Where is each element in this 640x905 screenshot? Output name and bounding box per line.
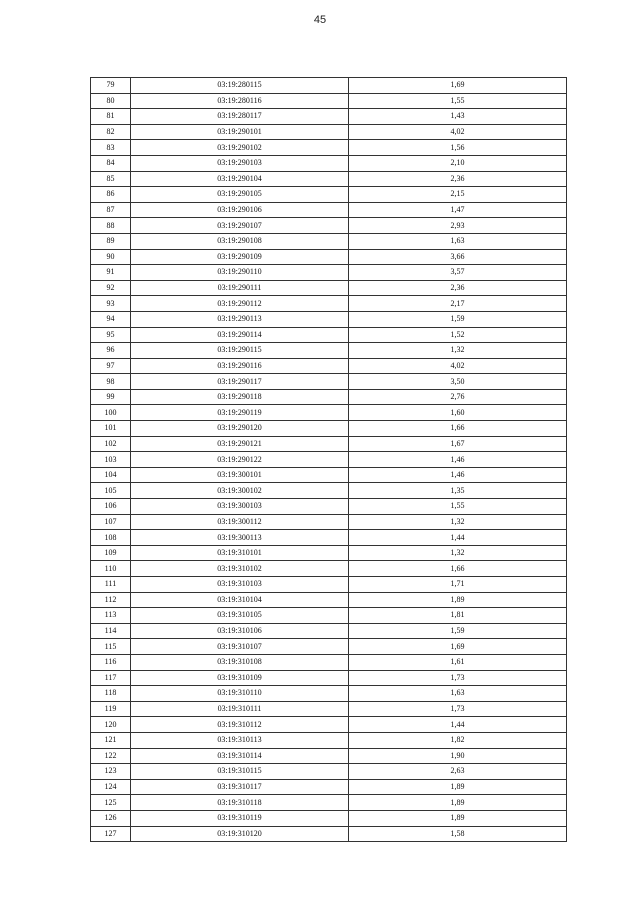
value-cell: 2,36 [349, 280, 567, 296]
row-number-cell: 120 [91, 717, 131, 733]
value-cell: 1,58 [349, 826, 567, 842]
value-cell: 1,89 [349, 795, 567, 811]
cadastral-number-cell: 03:19:280115 [131, 78, 349, 94]
cadastral-number-cell: 03:19:290111 [131, 280, 349, 296]
table-row [91, 483, 567, 499]
row-number-cell: 118 [91, 686, 131, 702]
value-cell: 2,17 [349, 296, 567, 312]
table-row [91, 296, 567, 312]
value-cell: 2,15 [349, 187, 567, 203]
row-number-cell: 93 [91, 296, 131, 312]
value-cell: 1,44 [349, 530, 567, 546]
row-number-cell: 107 [91, 514, 131, 530]
cadastral-number-cell: 03:19:310107 [131, 639, 349, 655]
cadastral-number-cell: 03:19:300103 [131, 499, 349, 515]
table-row [91, 530, 567, 546]
value-cell: 1,60 [349, 405, 567, 421]
value-cell: 3,66 [349, 249, 567, 265]
cadastral-number-cell: 03:19:310102 [131, 561, 349, 577]
cadastral-number-cell: 03:19:310112 [131, 717, 349, 733]
data-table [90, 77, 567, 842]
table-row [91, 280, 567, 296]
table-row [91, 467, 567, 483]
value-cell: 2,93 [349, 218, 567, 234]
row-number-cell: 88 [91, 218, 131, 234]
table-body [91, 78, 567, 842]
value-cell: 1,89 [349, 592, 567, 608]
table-row [91, 389, 567, 405]
row-number-cell: 127 [91, 826, 131, 842]
row-number-cell: 105 [91, 483, 131, 499]
table-row [91, 405, 567, 421]
cadastral-number-cell: 03:19:310114 [131, 748, 349, 764]
value-cell: 1,59 [349, 311, 567, 327]
row-number-cell: 123 [91, 764, 131, 780]
cadastral-number-cell: 03:19:280117 [131, 109, 349, 125]
table-row [91, 748, 567, 764]
table-row [91, 218, 567, 234]
cadastral-number-cell: 03:19:290107 [131, 218, 349, 234]
table-row [91, 124, 567, 140]
table-row [91, 732, 567, 748]
row-number-cell: 96 [91, 343, 131, 359]
table-row [91, 561, 567, 577]
cadastral-number-cell: 03:19:310119 [131, 810, 349, 826]
table-row [91, 545, 567, 561]
table-row [91, 155, 567, 171]
cadastral-number-cell: 03:19:290105 [131, 187, 349, 203]
value-cell: 1,55 [349, 93, 567, 109]
value-cell: 1,46 [349, 452, 567, 468]
table-row [91, 826, 567, 842]
row-number-cell: 111 [91, 577, 131, 593]
value-cell: 1,73 [349, 670, 567, 686]
cadastral-number-cell: 03:19:290103 [131, 155, 349, 171]
table-row [91, 109, 567, 125]
cadastral-number-cell: 03:19:290115 [131, 343, 349, 359]
cadastral-number-cell: 03:19:290114 [131, 327, 349, 343]
cadastral-number-cell: 03:19:310117 [131, 779, 349, 795]
value-cell: 1,73 [349, 701, 567, 717]
row-number-cell: 95 [91, 327, 131, 343]
value-cell: 1,46 [349, 467, 567, 483]
cadastral-number-cell: 03:19:310113 [131, 732, 349, 748]
value-cell: 1,55 [349, 499, 567, 515]
value-cell: 4,02 [349, 358, 567, 374]
table-row [91, 265, 567, 281]
value-cell: 1,32 [349, 343, 567, 359]
value-cell: 1,47 [349, 202, 567, 218]
row-number-cell: 115 [91, 639, 131, 655]
table-row [91, 499, 567, 515]
table-row [91, 171, 567, 187]
cadastral-number-cell: 03:19:310108 [131, 654, 349, 670]
value-cell: 1,81 [349, 608, 567, 624]
row-number-cell: 112 [91, 592, 131, 608]
row-number-cell: 80 [91, 93, 131, 109]
value-cell: 1,69 [349, 639, 567, 655]
value-cell: 1,66 [349, 561, 567, 577]
cadastral-number-cell: 03:19:290113 [131, 311, 349, 327]
value-cell: 2,76 [349, 389, 567, 405]
row-number-cell: 94 [91, 311, 131, 327]
row-number-cell: 99 [91, 389, 131, 405]
cadastral-number-cell: 03:19:290121 [131, 436, 349, 452]
value-cell: 3,50 [349, 374, 567, 390]
cadastral-number-cell: 03:19:290117 [131, 374, 349, 390]
row-number-cell: 114 [91, 623, 131, 639]
table-row [91, 140, 567, 156]
row-number-cell: 104 [91, 467, 131, 483]
cadastral-number-cell: 03:19:300101 [131, 467, 349, 483]
row-number-cell: 84 [91, 155, 131, 171]
table-row [91, 810, 567, 826]
row-number-cell: 109 [91, 545, 131, 561]
cadastral-number-cell: 03:19:310106 [131, 623, 349, 639]
row-number-cell: 108 [91, 530, 131, 546]
row-number-cell: 81 [91, 109, 131, 125]
row-number-cell: 100 [91, 405, 131, 421]
cadastral-number-cell: 03:19:310118 [131, 795, 349, 811]
cadastral-number-cell: 03:19:290109 [131, 249, 349, 265]
value-cell: 1,61 [349, 654, 567, 670]
row-number-cell: 86 [91, 187, 131, 203]
table-row [91, 249, 567, 265]
row-number-cell: 90 [91, 249, 131, 265]
cadastral-number-cell: 03:19:310111 [131, 701, 349, 717]
row-number-cell: 126 [91, 810, 131, 826]
cadastral-number-cell: 03:19:300113 [131, 530, 349, 546]
table-row [91, 233, 567, 249]
row-number-cell: 97 [91, 358, 131, 374]
value-cell: 1,89 [349, 810, 567, 826]
table-row [91, 654, 567, 670]
row-number-cell: 92 [91, 280, 131, 296]
table-row [91, 358, 567, 374]
cadastral-number-cell: 03:19:290112 [131, 296, 349, 312]
cadastral-number-cell: 03:19:310115 [131, 764, 349, 780]
row-number-cell: 87 [91, 202, 131, 218]
row-number-cell: 125 [91, 795, 131, 811]
row-number-cell: 106 [91, 499, 131, 515]
cadastral-number-cell: 03:19:290120 [131, 421, 349, 437]
table-row [91, 421, 567, 437]
row-number-cell: 82 [91, 124, 131, 140]
value-cell: 1,32 [349, 514, 567, 530]
table-row [91, 78, 567, 94]
table-row [91, 701, 567, 717]
cadastral-number-cell: 03:19:290101 [131, 124, 349, 140]
value-cell: 1,56 [349, 140, 567, 156]
value-cell: 2,10 [349, 155, 567, 171]
row-number-cell: 85 [91, 171, 131, 187]
value-cell: 1,63 [349, 233, 567, 249]
table-row [91, 717, 567, 733]
row-number-cell: 124 [91, 779, 131, 795]
table-row [91, 686, 567, 702]
table-row [91, 436, 567, 452]
table-row [91, 764, 567, 780]
row-number-cell: 101 [91, 421, 131, 437]
table-row [91, 202, 567, 218]
value-cell: 2,36 [349, 171, 567, 187]
table-row [91, 93, 567, 109]
row-number-cell: 117 [91, 670, 131, 686]
row-number-cell: 89 [91, 233, 131, 249]
value-cell: 4,02 [349, 124, 567, 140]
value-cell: 3,57 [349, 265, 567, 281]
page-number: 45 [313, 14, 327, 26]
table-row [91, 592, 567, 608]
table-row [91, 577, 567, 593]
table-row [91, 343, 567, 359]
cadastral-number-cell: 03:19:290102 [131, 140, 349, 156]
table-row [91, 374, 567, 390]
row-number-cell: 91 [91, 265, 131, 281]
value-cell: 1,32 [349, 545, 567, 561]
cadastral-number-cell: 03:19:290106 [131, 202, 349, 218]
table-row [91, 327, 567, 343]
value-cell: 1,43 [349, 109, 567, 125]
cadastral-number-cell: 03:19:310110 [131, 686, 349, 702]
cadastral-number-cell: 03:19:290118 [131, 389, 349, 405]
value-cell: 1,90 [349, 748, 567, 764]
cadastral-number-cell: 03:19:310105 [131, 608, 349, 624]
row-number-cell: 113 [91, 608, 131, 624]
cadastral-number-cell: 03:19:300112 [131, 514, 349, 530]
table-row [91, 779, 567, 795]
cadastral-number-cell: 03:19:310104 [131, 592, 349, 608]
table-row [91, 639, 567, 655]
row-number-cell: 110 [91, 561, 131, 577]
row-number-cell: 121 [91, 732, 131, 748]
row-number-cell: 116 [91, 654, 131, 670]
row-number-cell: 122 [91, 748, 131, 764]
table-row [91, 670, 567, 686]
row-number-cell: 79 [91, 78, 131, 94]
value-cell: 1,82 [349, 732, 567, 748]
cadastral-number-cell: 03:19:310109 [131, 670, 349, 686]
cadastral-number-cell: 03:19:290122 [131, 452, 349, 468]
row-number-cell: 103 [91, 452, 131, 468]
cadastral-number-cell: 03:19:310120 [131, 826, 349, 842]
value-cell: 2,63 [349, 764, 567, 780]
value-cell: 1,66 [349, 421, 567, 437]
cadastral-number-cell: 03:19:290108 [131, 233, 349, 249]
table-row [91, 608, 567, 624]
value-cell: 1,52 [349, 327, 567, 343]
value-cell: 1,59 [349, 623, 567, 639]
value-cell: 1,44 [349, 717, 567, 733]
cadastral-number-cell: 03:19:310103 [131, 577, 349, 593]
value-cell: 1,69 [349, 78, 567, 94]
cadastral-number-cell: 03:19:290119 [131, 405, 349, 421]
row-number-cell: 98 [91, 374, 131, 390]
cadastral-number-cell: 03:19:290104 [131, 171, 349, 187]
row-number-cell: 102 [91, 436, 131, 452]
value-cell: 1,67 [349, 436, 567, 452]
value-cell: 1,35 [349, 483, 567, 499]
cadastral-number-cell: 03:19:300102 [131, 483, 349, 499]
cadastral-number-cell: 03:19:290110 [131, 265, 349, 281]
row-number-cell: 119 [91, 701, 131, 717]
value-cell: 1,89 [349, 779, 567, 795]
value-cell: 1,63 [349, 686, 567, 702]
value-cell: 1,71 [349, 577, 567, 593]
table-row [91, 623, 567, 639]
table-row [91, 795, 567, 811]
cadastral-number-cell: 03:19:290116 [131, 358, 349, 374]
cadastral-number-cell: 03:19:280116 [131, 93, 349, 109]
row-number-cell: 83 [91, 140, 131, 156]
cadastral-number-cell: 03:19:310101 [131, 545, 349, 561]
table-row [91, 187, 567, 203]
table-row [91, 311, 567, 327]
table-row [91, 514, 567, 530]
table-row [91, 452, 567, 468]
